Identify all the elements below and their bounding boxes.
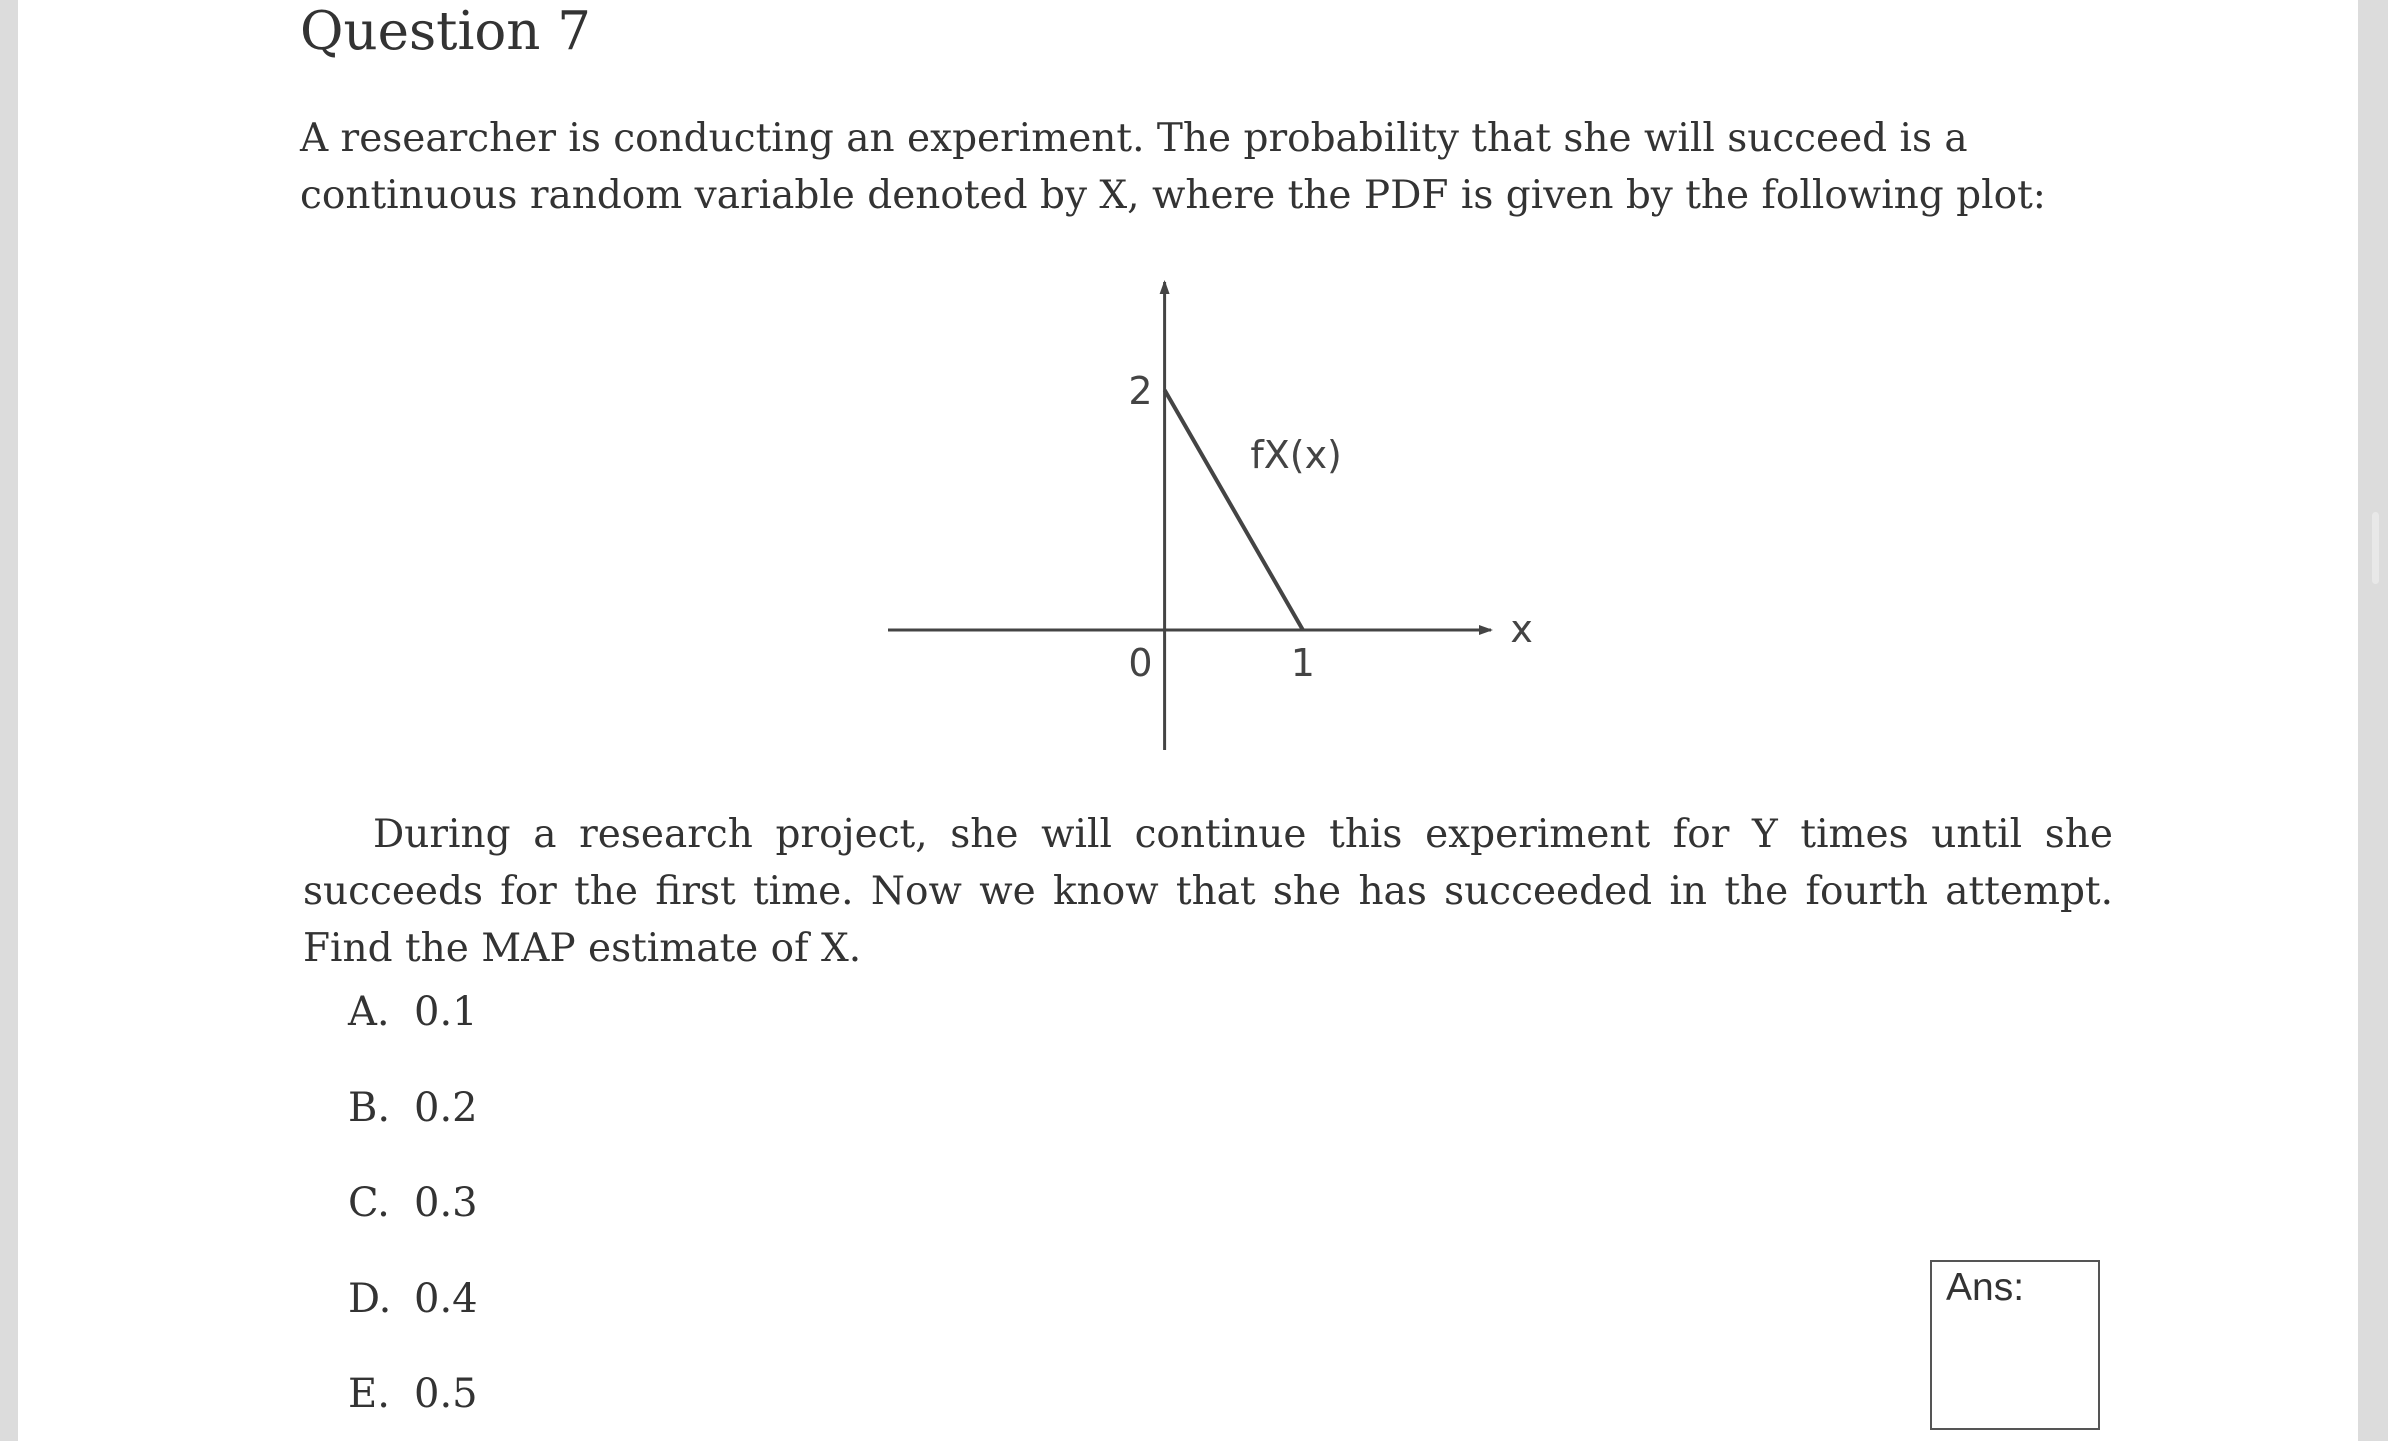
question-intro: A researcher is conducting an experiment. The probability that she will succeed is a continuous random variable denoted by X, where the PDF is given by the following plot: bbox=[300, 116, 2046, 218]
option-a[interactable] bbox=[348, 985, 1048, 1081]
answer-box-label: Ans: bbox=[1946, 1266, 2025, 1309]
curve-label: fX(x) bbox=[1250, 433, 1342, 477]
option-c[interactable] bbox=[348, 1176, 1048, 1272]
question-story: During a research project, she will continue this experiment for Y times until she succeeds for the first time. Now we know that she has succeeded in the fourth attempt. Find the MAP estimate of X. bbox=[303, 812, 2113, 971]
question-title: Question 7 bbox=[300, 1, 592, 62]
pdf-plot bbox=[888, 270, 1538, 750]
option-value: 0.3 bbox=[414, 1180, 478, 1226]
option-letter: D. bbox=[348, 1275, 392, 1322]
option-value: 0.5 bbox=[414, 1371, 478, 1417]
option-value: 0.1 bbox=[414, 989, 478, 1035]
option-e[interactable] bbox=[348, 1367, 1048, 1441]
option-value: 0.4 bbox=[414, 1275, 478, 1322]
answer-options bbox=[348, 985, 1048, 1441]
option-d[interactable] bbox=[348, 1272, 1048, 1368]
option-letter: B. bbox=[348, 1084, 391, 1131]
option-letter: A. bbox=[348, 989, 390, 1035]
pdf-plot-svg bbox=[888, 270, 1538, 750]
option-letter: E. bbox=[348, 1371, 390, 1417]
y-tick-label-2: 2 bbox=[1128, 369, 1153, 413]
answer-box[interactable] bbox=[1930, 1260, 2100, 1430]
x-tick-label-1: 1 bbox=[1290, 641, 1315, 685]
option-letter: C. bbox=[348, 1180, 390, 1226]
scrollbar-thumb[interactable] bbox=[2372, 512, 2379, 584]
pdf-line-series bbox=[1165, 390, 1303, 630]
x-axis-label: x bbox=[1510, 607, 1533, 651]
option-b[interactable] bbox=[348, 1081, 1048, 1177]
x-tick-label-0: 0 bbox=[1128, 641, 1153, 685]
option-value: 0.2 bbox=[414, 1084, 478, 1131]
exam-page bbox=[18, 0, 2358, 1441]
